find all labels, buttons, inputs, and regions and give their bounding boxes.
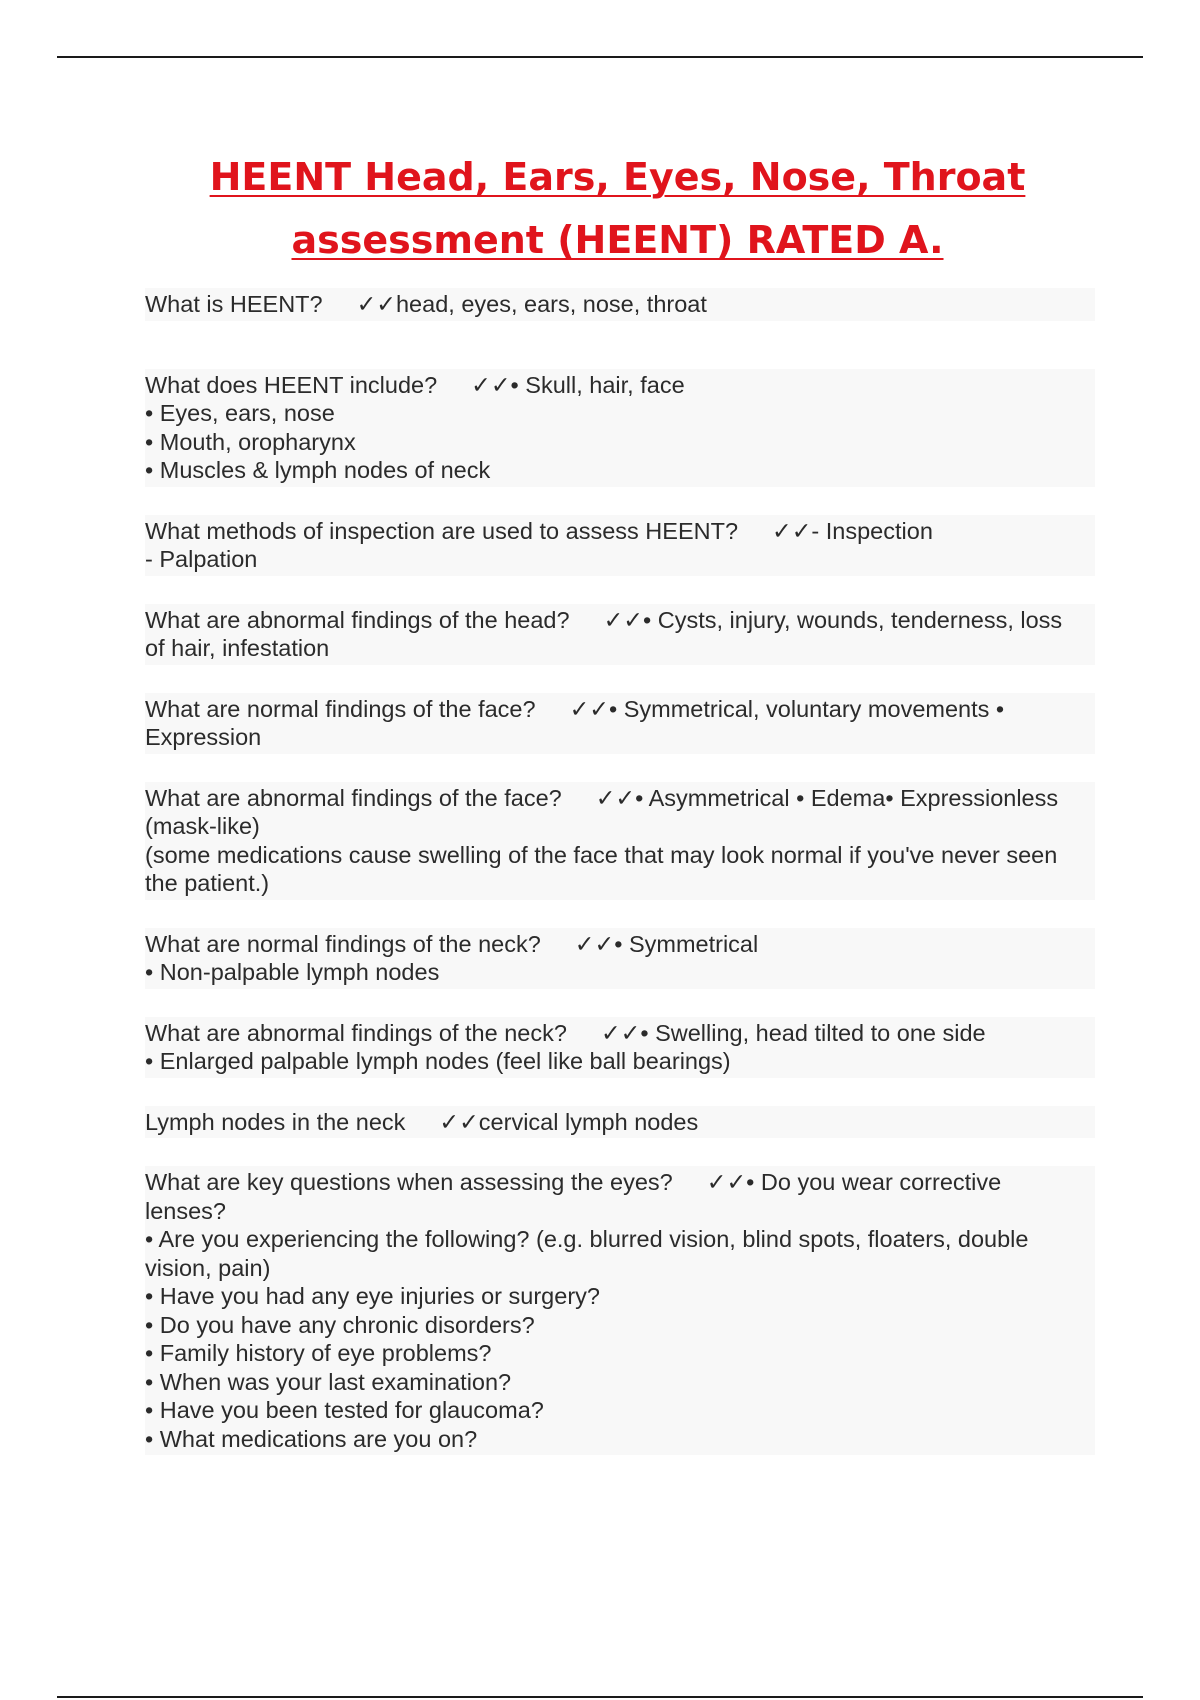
qa-card — [145, 1106, 1095, 1139]
check-mark-icon: ✓✓ — [772, 517, 812, 544]
answer-line: • Muscles & lymph nodes of neck — [145, 457, 491, 483]
question-text: What are normal findings of the neck? — [145, 930, 541, 957]
check-mark-icon: ✓✓ — [356, 291, 396, 317]
check-mark-icon: ✓✓ — [600, 1019, 641, 1046]
question-text: What does HEENT include? — [145, 371, 438, 398]
answer-line: of hair, infestation — [145, 635, 330, 661]
qa-first-line — [145, 784, 1095, 813]
qa-first-line — [145, 1108, 1095, 1137]
question-text: Lymph nodes in the neck — [145, 1108, 406, 1135]
answer-text: - Inspection — [811, 517, 933, 544]
answer-line: • When was your last examination? — [145, 1368, 512, 1395]
answer-text: cervical lymph nodes — [478, 1108, 699, 1135]
answer-text: • Do you wear corrective — [746, 1169, 1002, 1195]
title-line-2: assessment (HEENT) RATED A. — [291, 218, 944, 262]
check-mark-icon: ✓✓ — [569, 695, 609, 722]
qa-first-line — [145, 1168, 1095, 1197]
answer-text: • Asymmetrical • Edema• Expressionless — [635, 784, 1059, 811]
answer-line: • Non-palpable lymph nodes — [145, 959, 440, 985]
answer-line: lenses? — [145, 1197, 226, 1224]
qa-first-line — [145, 930, 1095, 959]
document-title — [150, 146, 1085, 272]
answer-line: • Are you experiencing the following? (e.g. blurred vision, blind spots, floaters, double — [145, 1226, 1029, 1252]
qa-card — [145, 1166, 1095, 1455]
answer-text: • Cysts, injury, wounds, tenderness, loss — [642, 606, 1063, 633]
check-mark-icon: ✓✓ — [439, 1108, 479, 1135]
answer-text: • Symmetrical, voluntary movements • — [608, 695, 1005, 722]
qa-first-line — [145, 290, 1095, 319]
answer-line: Expression — [145, 724, 262, 750]
answer-line: • Enlarged palpable lymph nodes (feel like ball bearings) — [145, 1048, 731, 1074]
qa-card — [145, 928, 1095, 989]
question-text: What is HEENT? — [145, 291, 323, 317]
qa-first-line — [145, 606, 1095, 635]
answer-line: • What medications are you on? — [145, 1425, 478, 1452]
answer-text: • Symmetrical — [614, 930, 759, 957]
question-text: What are abnormal findings of the face? — [145, 784, 562, 811]
qa-first-line — [145, 695, 1095, 724]
qa-card — [145, 515, 1095, 576]
qa-card — [145, 369, 1095, 487]
question-text: What are abnormal findings of the head? — [145, 606, 570, 633]
title-line-1: HEENT Head, Ears, Eyes, Nose, Throat — [209, 155, 1026, 199]
footer-rule — [57, 1696, 1143, 1698]
answer-line: • Do you have any chronic disorders? — [145, 1311, 535, 1338]
qa-first-line — [145, 371, 1095, 400]
answer-line: (mask-like) — [145, 813, 260, 839]
question-text: What are abnormal findings of the neck? — [145, 1019, 567, 1046]
check-mark-icon: ✓✓ — [706, 1169, 747, 1195]
qa-list — [145, 288, 1095, 1455]
answer-line: • Family history of eye problems? — [145, 1340, 492, 1366]
answer-line: vision, pain) — [145, 1254, 271, 1281]
answer-text: • Skull, hair, face — [510, 371, 685, 398]
qa-first-line — [145, 1019, 1095, 1048]
question-text: What are normal findings of the face? — [145, 695, 536, 722]
qa-first-line — [145, 517, 1095, 546]
check-mark-icon: ✓✓ — [603, 606, 643, 633]
qa-card — [145, 782, 1095, 900]
answer-text: • Swelling, head tilted to one side — [640, 1019, 986, 1046]
answer-line: • Mouth, oropharynx — [145, 428, 356, 455]
qa-card — [145, 604, 1095, 665]
question-text: What are key questions when assessing the eyes? — [145, 1169, 673, 1195]
check-mark-icon: ✓✓ — [471, 371, 511, 398]
check-mark-icon: ✓✓ — [574, 930, 615, 957]
answer-line: - Palpation — [145, 546, 258, 572]
answer-line: • Eyes, ears, nose — [145, 400, 335, 426]
question-text: What methods of inspection are used to assess HEENT? — [145, 517, 739, 544]
header-rule — [57, 56, 1143, 58]
answer-text: head, eyes, ears, nose, throat — [395, 291, 707, 317]
answer-line: (some medications cause swelling of the face that may look normal if you've never seen — [145, 841, 1058, 868]
answer-line: • Have you had any eye injuries or surgery? — [145, 1283, 600, 1309]
check-mark-icon: ✓✓ — [595, 784, 636, 811]
answer-line: • Have you been tested for glaucoma? — [145, 1397, 544, 1423]
answer-line: the patient.) — [145, 870, 270, 896]
qa-card — [145, 693, 1095, 754]
qa-card — [145, 288, 1095, 321]
qa-card — [145, 1017, 1095, 1078]
